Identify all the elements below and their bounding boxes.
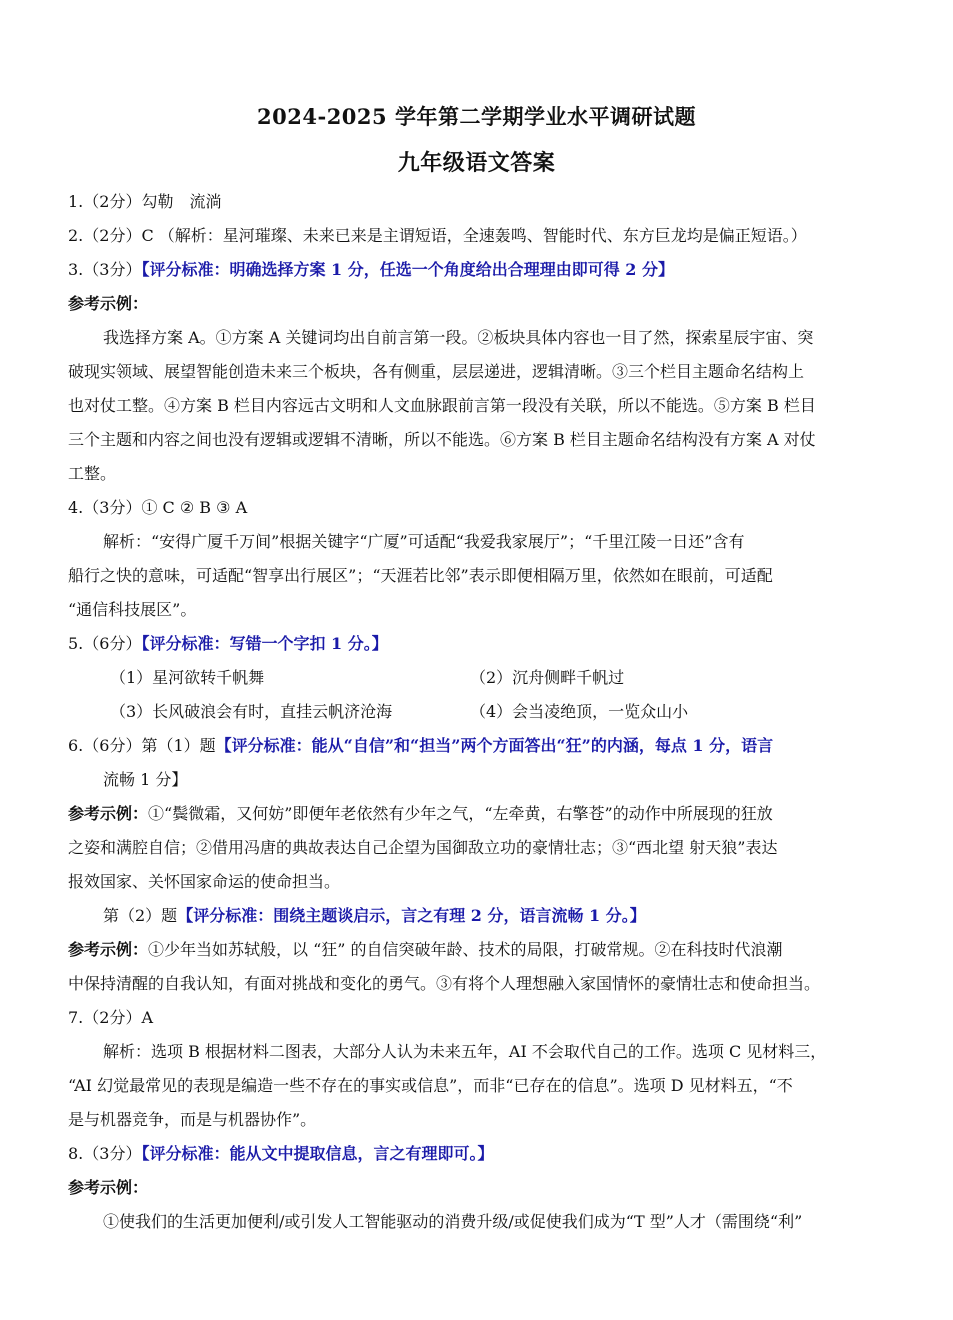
q7-number: 7.（2分） [68,1008,142,1027]
q4-line [68,498,247,518]
q6-ref2-text: ①少年当如苏轼般，以 “狂” 的自信突破年龄、技术的局限，打破常规。②在科技时代浪潮 [148,940,783,959]
q4-answer: ① C ② B ③ A [141,498,248,517]
q8-line [68,1144,493,1164]
q3-text-line: 工整。 [68,464,117,483]
q3-text-line: 三个主题和内容之间也没有逻辑或逻辑不清晰，所以不能选。⑥方案 B 栏目主题命名结构没有方案 A 对仗 [68,430,816,449]
q5-number: 5.（6分） [68,634,142,653]
q2-number: 2.（2分） [68,226,142,245]
document-subtitle: 九年级语文答案 [397,150,556,176]
q6-line [68,736,773,756]
q3-text-line: 也对仗工整。④方案 B 栏目内容远古文明和人文血脉跟前言第一段没有关联，所以不能选。⑤方案 B 栏目 [68,396,816,415]
q1-number: 1.（2分） [68,192,142,211]
q8-reference-label: 参考示例： [68,1178,149,1197]
q6-number: 6.（6分） [68,736,142,755]
q7-analysis-line: “AI 幻觉最常见的表现是编造一些不存在的事实或信息”，而非“已存在的信息”。选项 D 见材料五，“不 [68,1076,793,1095]
q2-answer: C （解析：星河璀璨、未来已来是主谓短语，全速轰鸣、智能时代、东方巨龙均是偏正短语。） [141,226,807,245]
q5-item: （2）沉舟侧畔千帆过 [470,668,625,687]
q5-criteria: 【评分标准：写错一个字扣 1 分。】 [141,634,388,653]
q8-text-line: ①使我们的生活更加便利/或引发人工智能驱动的消费升级/或促使我们成为“T 型”人才（需围绕“利” [103,1212,803,1231]
q3-line [68,260,674,280]
q7-answer: A [141,1008,154,1027]
q5-item: （1）星河欲转千帆舞 [110,668,265,687]
q3-reference-label: 参考示例： [68,294,149,313]
q5-line [68,634,388,654]
q6-ref1-text: ①“鬓微霜，又何妨”即便年老依然有少年之气，“左牵黄，右擎苍”的动作中所展现的狂放 [148,804,773,823]
q6-reference-label: 参考示例： [68,940,149,959]
q3-text-line: 破现实领域、展望智能创造未来三个板块，各有侧重，层层递进，逻辑清晰。③三个栏目主题命名结构上 [68,362,805,381]
q4-analysis-line: “通信科技展区”。 [68,600,197,619]
q3-number: 3.（3分） [68,260,142,279]
q4-number: 4.（3分） [68,498,142,517]
q6-ref1-line: 报效国家、关怀国家命运的使命担当。 [68,872,341,891]
q4-analysis-line: 船行之快的意味，可适配“智享出行展区”；“天涯若比邻”表示即便相隔万里，依然如在眼前，可适配 [68,566,773,585]
q6-criteria1: 【评分标准：能从“自信”和“担当”两个方面答出“狂”的内涵，每点 1 分，语言 [215,736,774,755]
q8-number: 8.（3分） [68,1144,142,1163]
q7-analysis-line: 解析：选项 B 根据材料二图表，大部分人认为未来五年，AI 不会取代自己的工作。选项 C 见材料三， [103,1042,827,1061]
q6-criteria1-cont: 流畅 1 分】 [103,770,188,789]
q6-part1-label: 第（1）题 [141,736,216,755]
q3-text-line: 我选择方案 A。①方案 A 关键词均出自前言第一段。②板块具体内容也一目了然，探索星辰宇宙、突 [103,328,814,347]
q5-item: （4）会当凌绝顶，一览众山小 [470,702,689,721]
q6-ref2-line [68,940,783,960]
q6-criteria2: 【评分标准：围绕主题谈启示，言之有理 2 分，语言流畅 1 分。】 [177,906,646,925]
q6-ref1-line [68,804,773,824]
q4-analysis-line: 解析：“安得广厦千万间”根据关键字“广厦”可适配“我爱我家展厅”；“千里江陵一日还”含有 [103,532,745,551]
q6-ref2-line: 中保持清醒的自我认知，有面对挑战和变化的勇气。③有将个人理想融入家国情怀的豪情壮志和使命担当。 [68,974,821,993]
q1-line [68,192,221,212]
q7-analysis-line: 是与机器竞争，而是与机器协作”。 [68,1110,317,1129]
document-title: 2024-2025 学年第二学期学业水平调研试题 [257,104,696,129]
q6-part2-line [103,906,646,926]
q8-criteria: 【评分标准：能从文中提取信息，言之有理即可。】 [141,1144,494,1163]
q5-item: （3）长风破浪会有时，直挂云帆济沧海 [110,702,393,721]
q3-criteria: 【评分标准：明确选择方案 1 分，任选一个角度给出合理理由即可得 2 分】 [141,260,675,279]
q2-line [68,226,807,246]
q7-line [68,1008,153,1028]
q6-reference-label: 参考示例： [68,804,149,823]
q1-answer: 勾勒 流淌 [141,192,222,211]
q6-part2-label: 第（2）题 [103,906,178,925]
q6-ref1-line: 之姿和满腔自信；②借用冯唐的典故表达自己企望为国御敌立功的豪情壮志；③“西北望 射天狼”表达 [68,838,778,857]
